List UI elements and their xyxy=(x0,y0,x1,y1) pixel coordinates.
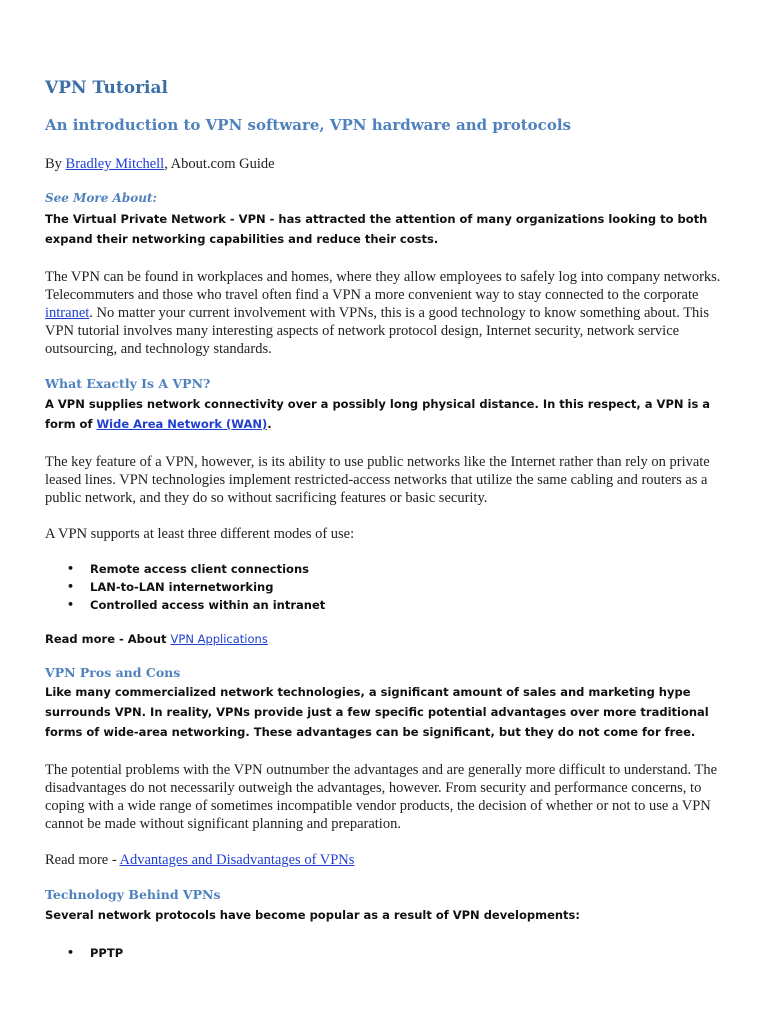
section3-bold-paragraph: Several network protocols have become popular as a result of VPN developments: xyxy=(45,908,581,922)
list-item-label: PPTP xyxy=(90,946,124,960)
list-item-label: Remote access client connections xyxy=(90,562,309,576)
page-title: VPN Tutorial xyxy=(45,78,168,98)
section1-paragraph-2: A VPN supports at least three different modes of use: xyxy=(45,526,355,542)
section1-bold-paragraph xyxy=(45,394,725,434)
section2-bold-paragraph: Like many commercialized network technologies, a significant amount of sales and marketing hype surrounds VPN. In reality, VPNs provide just a few specific potential advantages over more traditional forms of wide-area networking. These advantages can be significant, but they do not come for free. xyxy=(45,685,709,739)
list-item xyxy=(45,944,123,962)
wan-link[interactable]: Wide Area Network (WAN) xyxy=(96,417,268,431)
bullet-dot: • xyxy=(67,598,75,611)
modes-of-use-list xyxy=(45,560,325,614)
section1-bold-text: A VPN supplies network connectivity over a possibly long physical distance. In this respect, a VPN is a form of xyxy=(45,397,711,431)
section-heading-technology: Technology Behind VPNs xyxy=(45,887,221,902)
section1-bold-end: . xyxy=(267,417,272,431)
byline-prefix: By xyxy=(45,156,66,172)
read-more-prefix: Read more - xyxy=(45,852,120,868)
read-more-prefix: Read more - About xyxy=(45,632,171,646)
read-more-advantages xyxy=(45,851,354,869)
list-item-label: LAN-to-LAN internetworking xyxy=(90,580,274,594)
author-link[interactable]: Bradley Mitchell xyxy=(65,156,165,172)
page-subtitle: An introduction to VPN software, VPN hardware and protocols xyxy=(45,116,571,134)
intro-paragraph xyxy=(45,268,725,358)
intro-text-before: The VPN can be found in workplaces and homes, where they allow employees to safely log into company networks. Telecommuters and those who travel often find a VPN a more convenient way to stay connected to the corporate xyxy=(45,269,721,303)
see-more-label: See More About: xyxy=(45,191,157,205)
section-heading-pros-cons: VPN Pros and Cons xyxy=(45,665,181,680)
intro-text-after: . No matter your current involvement with VPNs, this is a good technology to know something about. This VPN tutorial involves many interesting aspects of network protocol design, Internet security, network service outsourcing, and technology standards. xyxy=(45,305,709,357)
list-item-label: Controlled access within an intranet xyxy=(90,598,326,612)
byline-suffix: , About.com Guide xyxy=(164,156,275,172)
section2-paragraph-1: The potential problems with the VPN outnumber the advantages and are generally more difficult to understand. The disadvantages do not necessarily outweigh the advantages, however. From security and performance concerns, to coping with a wide range of sometimes incompatible vendor products, the decision of whether or not to use a VPN cannot be made without significant planning and preparation. xyxy=(45,762,718,832)
bullet-dot: • xyxy=(67,946,75,959)
section1-paragraph-1: The key feature of a VPN, however, is its ability to use public networks like the Internet rather than rely on private leased lines. VPN technologies implement restricted-access networks that utilize the same cabling and routers as a public network, and they do so without sacrificing features or basic security. xyxy=(45,454,710,506)
read-more-applications xyxy=(45,629,268,649)
bullet-dot: • xyxy=(67,580,75,593)
intro-bold-paragraph: The Virtual Private Network - VPN - has attracted the attention of many organizations looking to both expand their networking capabilities and reduce their costs. xyxy=(45,212,708,246)
list-item xyxy=(45,596,325,614)
protocols-list xyxy=(45,944,123,962)
section-heading-what-is-vpn: What Exactly Is A VPN? xyxy=(45,376,211,391)
advantages-disadvantages-link[interactable]: Advantages and Disadvantages of VPNs xyxy=(119,852,355,868)
vpn-applications-link[interactable]: VPN Applications xyxy=(170,632,268,646)
bullet-dot: • xyxy=(67,562,75,575)
intranet-link[interactable]: intranet xyxy=(45,305,90,321)
list-item xyxy=(45,578,325,596)
list-item xyxy=(45,560,325,578)
byline xyxy=(45,156,275,173)
